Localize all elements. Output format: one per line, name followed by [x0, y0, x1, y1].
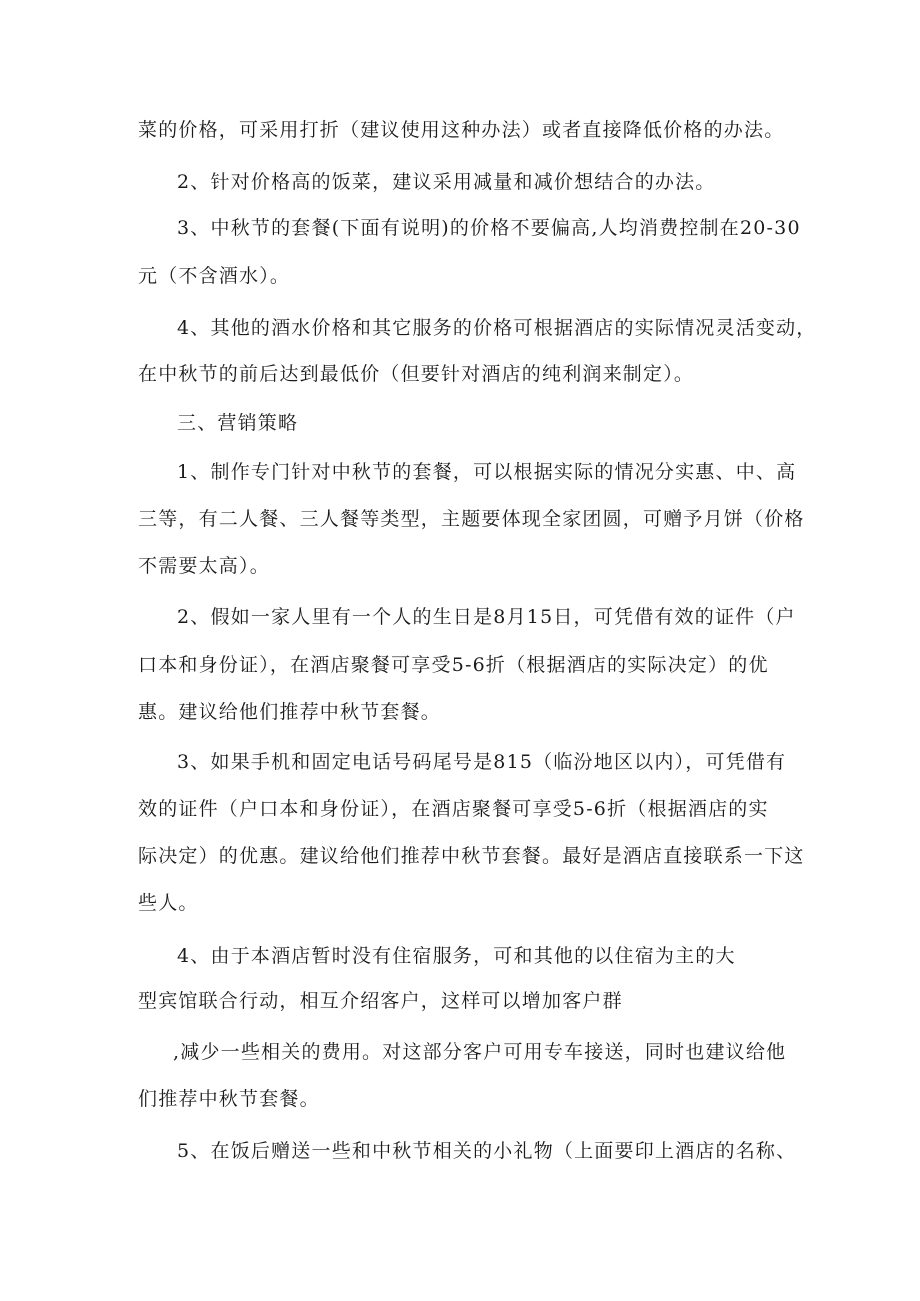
text-line: 在中秋节的前后达到最低价（但要针对酒店的纯利润来制定）。 [138, 363, 695, 385]
text-line: 们推荐中秋节套餐。 [138, 1088, 320, 1110]
text-line: 2、针对价格高的饭菜，建议采用减量和减价想结合的办法。 [177, 171, 716, 193]
text-line: 3、如果手机和固定电话号码尾号是815（临汾地区以内），可凭借有 [177, 751, 787, 773]
text-line: 2、假如一家人里有一个人的生日是8月15日，可凭借有效的证件（户 [177, 606, 796, 628]
text-line: 1、制作专门针对中秋节的套餐，可以根据实际的情况分实惠、中、高 [177, 461, 797, 483]
text-line: 3、中秋节的套餐(下面有说明)的价格不要偏高,人均消费控制在20-30 [177, 217, 801, 239]
text-line: 惠。建议给他们推荐中秋节套餐。 [138, 701, 442, 723]
text-line: 际决定）的优惠。建议给他们推荐中秋节套餐。最好是酒店直接联系一下这 [138, 845, 805, 867]
text-line: 三等，有二人餐、三人餐等类型，主题要体现全家团圆，可赠予月饼（价格 [138, 508, 805, 530]
section-heading: 三、营销策略 [177, 412, 299, 434]
text-line: ,减少一些相关的费用。对这部分客户可用专车接送，同时也建议给他 [173, 1041, 787, 1063]
text-line: 不需要太高）。 [138, 555, 270, 577]
text-line: 型宾馆联合行动，相互介绍客户，这样可以增加客户群 [138, 990, 623, 1012]
text-line: 些人。 [138, 892, 199, 914]
text-line: 元（不含酒水）。 [138, 265, 291, 287]
text-line: 口本和身份证），在酒店聚餐可享受5-6折（根据酒店的实际决定）的优 [138, 654, 769, 676]
text-line: 5、在饭后赠送一些和中秋节相关的小礼物（上面要印上酒店的名称、 [177, 1140, 797, 1162]
text-line: 4、其他的酒水价格和其它服务的价格可根据酒店的实际情况灵活变动， [177, 317, 817, 339]
text-line: 效的证件（户口本和身份证），在酒店聚餐可享受5-6折（根据酒店的实 [138, 798, 769, 820]
text-line: 4、由于本酒店暂时没有住宿服务，可和其他的以住宿为主的大 [177, 945, 736, 967]
text-line: 菜的价格，可采用打折（建议使用这种办法）或者直接降低价格的办法。 [138, 119, 785, 141]
